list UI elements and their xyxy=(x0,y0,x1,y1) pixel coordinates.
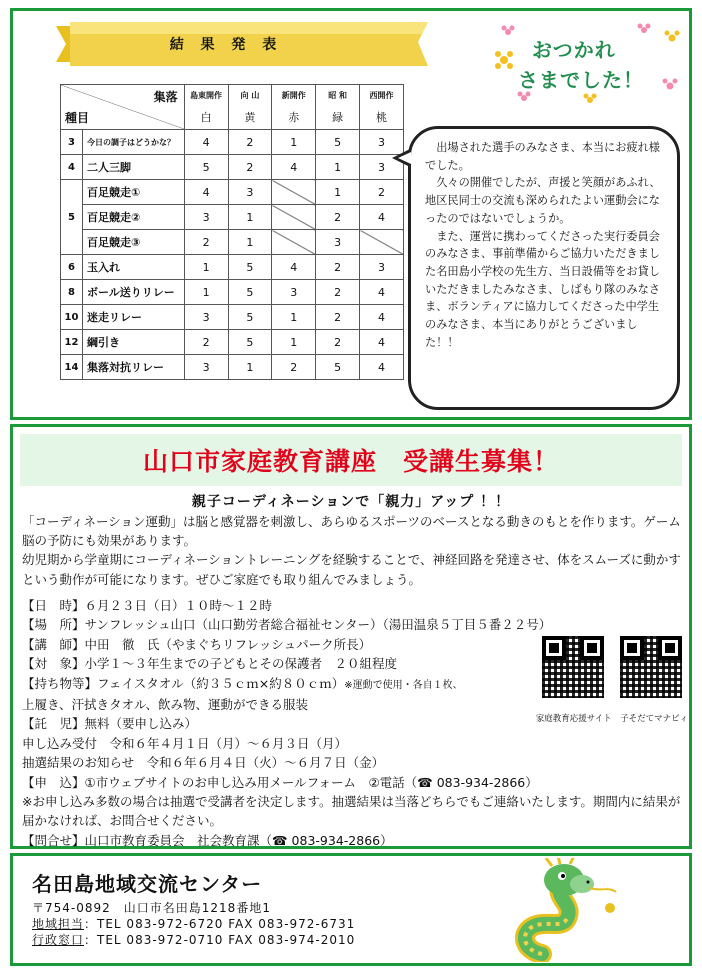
course-contact: 【問合せ】山口市教育委員会 社会教育課（☎ 083-934-2866） xyxy=(22,832,393,848)
team-name: 島東開作 xyxy=(184,85,228,106)
team-color: 白 xyxy=(184,106,228,130)
score-cell: 3 xyxy=(360,130,404,155)
score-cell: 5 xyxy=(316,355,360,380)
score-cell: 1 xyxy=(228,230,272,255)
qr-code-icon[interactable] xyxy=(540,634,606,700)
event-name: 百足競走② xyxy=(82,205,184,230)
score-cell: 4 xyxy=(360,280,404,305)
score-cell: 3 xyxy=(360,255,404,280)
score-cell: 5 xyxy=(316,130,360,155)
score-cell: 1 xyxy=(184,255,228,280)
thanks-paragraph-1: 出場された選手のみなさま、本当にお疲れ様でした。 xyxy=(425,141,660,172)
score-cell: 4 xyxy=(184,130,228,155)
event-name: 今日の調子はどうかな？ xyxy=(82,130,184,155)
event-name: 迷走リレー xyxy=(82,305,184,330)
table-row xyxy=(61,130,404,155)
score-cell: 4 xyxy=(360,305,404,330)
score-cell: 2 xyxy=(228,155,272,180)
local-label: 地域担当 xyxy=(32,917,85,931)
event-number: 8 xyxy=(61,280,83,305)
event-name: 二人三脚 xyxy=(82,155,184,180)
thanks-paragraph-3: また、運営に携わってくださった実行委員会のみなさま、事前準備からご協力いただきました名田島小学校の先生方、当日設備等をお貸しいただきましたみなさま、しばもり隊のみなさま、ボランティアに協力してくださった中学生のみなさま、本当にありがとうございました！！ xyxy=(425,229,660,349)
dragon-mascot-icon xyxy=(512,858,622,962)
event-name: ボール送りリレー xyxy=(82,280,184,305)
results-title: 結 果 発 表 xyxy=(169,37,283,53)
event-name: 玉入れ xyxy=(82,255,184,280)
score-cell: 5 xyxy=(228,280,272,305)
score-cell: 2 xyxy=(316,280,360,305)
score-cell: 5 xyxy=(228,255,272,280)
course-banner xyxy=(20,434,682,486)
course-intro-1: 「コーディネーション運動」は脳と感覚器を刺激し、あらゆるスポーツのベースとなる動きのもとを作ります。ゲーム脳の予防にも効果があります。 xyxy=(22,514,681,549)
center-local-contact xyxy=(32,916,355,932)
event-name: 綱引き xyxy=(82,330,184,355)
qr-caption: 家庭教育応援サイト 子そだてマナビィ xyxy=(535,714,688,724)
table-header-corner xyxy=(61,85,185,130)
score-cell: 5 xyxy=(184,155,228,180)
score-cell: 2 xyxy=(360,180,404,205)
event-number: 6 xyxy=(61,255,83,280)
score-cell: 2 xyxy=(316,255,360,280)
table-row xyxy=(61,155,404,180)
score-cell-empty xyxy=(272,205,316,230)
thanks-paragraph-2: 久々の開催でしたが、声援と笑顔があふれ、地区民同士の交流も深められたよい運動会になったのではないでしょうか。 xyxy=(425,176,661,225)
table-row xyxy=(61,330,404,355)
center-admin-contact xyxy=(32,932,355,948)
otsukare-line1: おつかれ xyxy=(532,38,616,62)
team-name: 昭 和 xyxy=(316,85,360,106)
belongings-text: 【持ち物等】フェイスタオル（約３５ｃｍ×約８０ｃｍ） xyxy=(22,675,345,691)
thanks-speech-bubble xyxy=(408,126,680,410)
score-cell: 1 xyxy=(272,305,316,330)
score-cell-empty xyxy=(360,230,404,255)
score-cell: 4 xyxy=(360,355,404,380)
course-belongings-2: 上履き、汗拭きタオル、飲み物、運動ができる服装 xyxy=(22,697,309,713)
score-cell: 5 xyxy=(228,305,272,330)
table-row xyxy=(61,255,404,280)
table-row xyxy=(61,180,404,205)
score-cell: 2 xyxy=(272,355,316,380)
score-cell: 1 xyxy=(184,280,228,305)
table-row xyxy=(61,305,404,330)
score-cell-empty xyxy=(272,230,316,255)
results-table xyxy=(60,84,404,380)
qr-code-area xyxy=(516,634,688,724)
qr-code-icon[interactable] xyxy=(618,634,684,700)
score-cell: 2 xyxy=(228,130,272,155)
admin-contact: ：TEL 083-972-0710 FAX 083-974-2010 xyxy=(84,933,356,947)
team-name: 西開作 xyxy=(360,85,404,106)
score-cell: 3 xyxy=(184,355,228,380)
header-shuraku: 集落 xyxy=(153,90,178,104)
otsukare-line2: さまでした！ xyxy=(518,68,644,92)
belongings-note: ※運動で使用・各自１枚、 xyxy=(344,679,463,691)
center-contact-info xyxy=(32,900,355,948)
results-banner xyxy=(56,22,436,66)
event-number: 10 xyxy=(61,305,83,330)
score-cell: 3 xyxy=(316,230,360,255)
event-number: 5 xyxy=(61,180,83,255)
course-title: 山口市家庭教育講座 受講生募集！ xyxy=(142,447,559,476)
admin-label: 行政窓口 xyxy=(32,933,85,947)
event-number: 14 xyxy=(61,355,83,380)
score-cell: 4 xyxy=(184,180,228,205)
score-cell: 4 xyxy=(272,255,316,280)
score-cell: 1 xyxy=(316,180,360,205)
score-cell: 2 xyxy=(316,305,360,330)
score-cell: 1 xyxy=(272,330,316,355)
table-row xyxy=(61,355,404,380)
header-shumoku: 種目 xyxy=(65,111,90,125)
score-cell: 3 xyxy=(184,205,228,230)
score-cell: 4 xyxy=(360,330,404,355)
course-lottery: 抽選結果のお知らせ 令和６年６月４日（火）～６月７日（金） xyxy=(22,755,385,771)
course-subtitle: 親子コーディネーションで「親力」アップ ！！ xyxy=(191,494,511,510)
course-target: 【対 象】小学１～３年生までの子どもとその保護者 ２０組程度 xyxy=(22,656,398,672)
event-number: 12 xyxy=(61,330,83,355)
team-color: 黄 xyxy=(228,106,272,130)
score-cell-empty xyxy=(272,180,316,205)
table-row xyxy=(61,205,404,230)
score-cell: 1 xyxy=(228,355,272,380)
score-cell: 3 xyxy=(360,155,404,180)
score-cell: 3 xyxy=(184,305,228,330)
score-cell: 2 xyxy=(316,330,360,355)
course-apply: 【申 込】①市ウェブサイトのお申し込み用メールフォーム ②電話（☎ 083-934-2866） xyxy=(22,774,538,790)
event-name: 百足競走③ xyxy=(82,230,184,255)
score-cell: 2 xyxy=(316,205,360,230)
score-cell: 2 xyxy=(184,230,228,255)
event-name: 百足競走① xyxy=(82,180,184,205)
team-color: 桃 xyxy=(360,106,404,130)
center-name: 名田島地域交流センター xyxy=(32,872,263,896)
team-color: 赤 xyxy=(272,106,316,130)
course-date: 【日 時】６月２３日（日）１０時～１２時 xyxy=(22,598,273,613)
course-reception: 申し込み受付 令和６年４月１日（月）～６月３日（月） xyxy=(22,735,348,751)
course-place: 【場 所】サンフレッシュ山口（山口勤労者総合福祉センター）（湯田温泉５丁目５番２２号） xyxy=(22,617,552,633)
team-name: 向 山 xyxy=(228,85,272,106)
table-row xyxy=(61,280,404,305)
score-cell: 5 xyxy=(228,330,272,355)
event-number: 3 xyxy=(61,130,83,155)
event-name: 集落対抗リレー xyxy=(82,355,184,380)
score-cell: 4 xyxy=(272,155,316,180)
course-intro xyxy=(22,512,688,589)
otsukare-illustration xyxy=(494,20,686,108)
score-cell: 3 xyxy=(272,280,316,305)
score-cell: 2 xyxy=(184,330,228,355)
team-color: 緑 xyxy=(316,106,360,130)
team-name: 新開作 xyxy=(272,85,316,106)
course-intro-2: 幼児期から学童期にコーディネーショントレーニングを経験することで、神経回路を発達させ、体をスムーズに動かすという動作が可能になります。ぜひご家庭でも取り組んでみましょう。 xyxy=(22,552,681,587)
score-cell: 3 xyxy=(228,180,272,205)
course-note: ※お申し込み多数の場合は抽選で受講者を決定します。抽選結果は当落どちらでもご連絡いたします。期間内に結果が届かなければ、お問合せください。 xyxy=(22,794,681,829)
score-cell: 4 xyxy=(360,205,404,230)
event-number: 4 xyxy=(61,155,83,180)
score-cell: 1 xyxy=(316,155,360,180)
table-row xyxy=(61,230,404,255)
course-childcare: 【託 児】無料（要申し込み） xyxy=(22,716,198,732)
score-cell: 1 xyxy=(228,205,272,230)
local-contact: ：TEL 083-972-6720 FAX 083-972-6731 xyxy=(84,917,356,931)
score-cell: 1 xyxy=(272,130,316,155)
center-address: 〒754-0892 山口市名田島1218番地1 xyxy=(32,901,271,915)
course-lecturer: 【講 師】中田 徹 氏（やまぐちリフレッシュパーク所長） xyxy=(22,636,372,652)
